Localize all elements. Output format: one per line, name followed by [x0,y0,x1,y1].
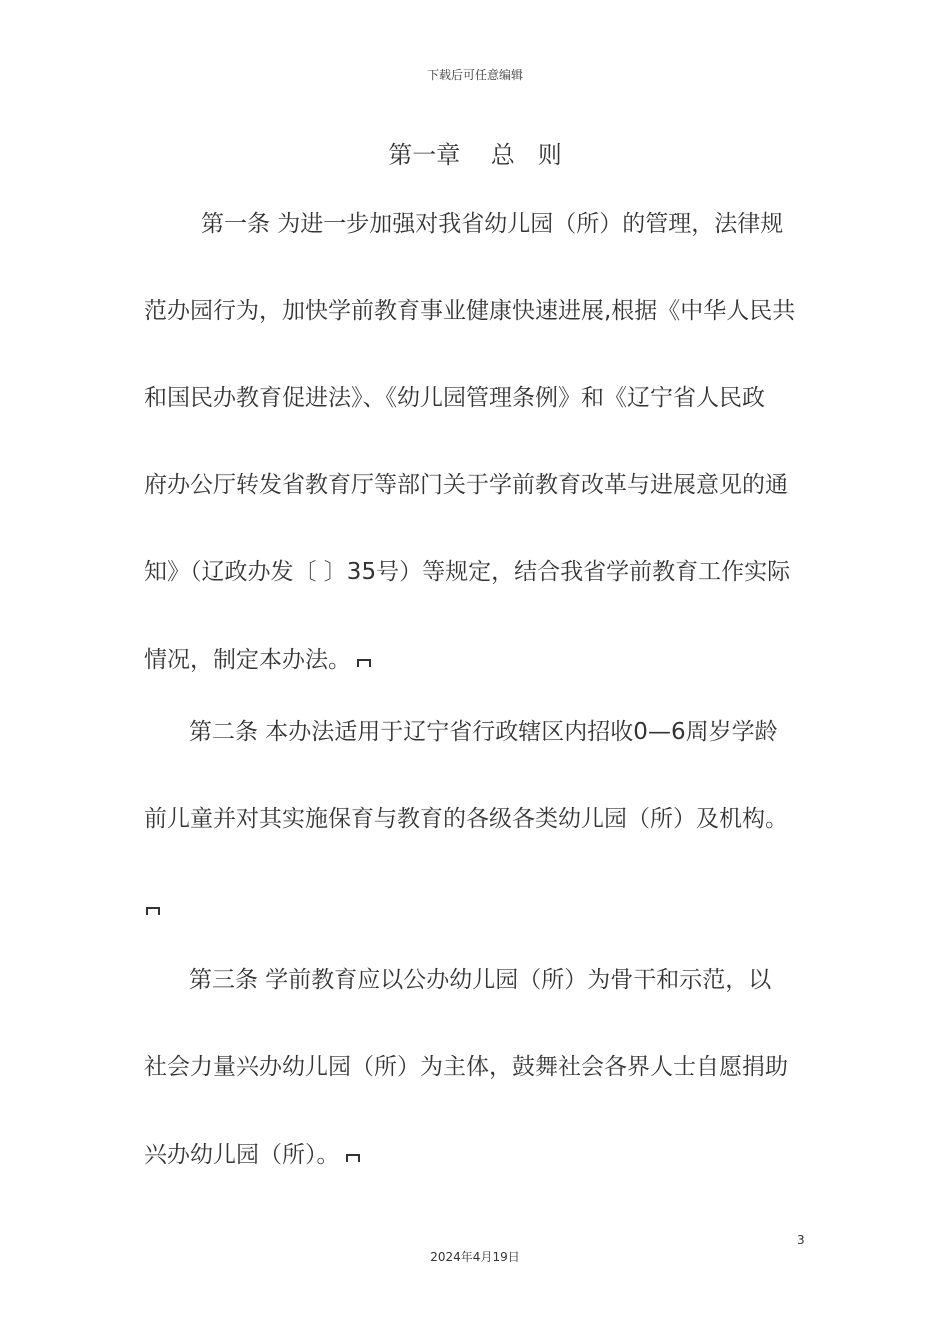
paragraph-3-line-1: 第三条 学前教育应以公办幼儿园（所）为骨干和示范，以 [189,967,772,993]
paragraph-mark-icon [144,903,162,917]
paragraph-mark-icon [344,1150,362,1164]
paragraph-3-line-2: 社会力量兴办幼儿园（所）为主体，鼓舞社会各界人士自愿捐助 [144,1054,788,1080]
paragraph-1-line-2: 范办园行为，加快学前教育事业健康快速进展,根据《中华人民共 [144,298,796,324]
paragraph-mark-icon [355,655,373,669]
footer-date: 2024年4月19日 [430,1250,520,1264]
chapter-title: 第一章 总 则 [388,141,562,169]
page-number: 3 [797,1233,805,1247]
paragraph-1-line-6: 情况，制定本办法。 [144,645,373,675]
paragraph-1-line-1: 第一条 为进一步加强对我省幼儿园（所）的管理，法律规 [201,211,784,237]
paragraph-2-line-3 [140,893,162,923]
paragraph-1-line-3: 和国民办教育促进法》、《幼儿园管理条例》和《辽宁省人民政 [144,385,765,411]
paragraph-1-line-4: 府办公厅转发省教育厅等部门关于学前教育改革与进展意见的通 [144,472,788,498]
paragraph-1-line-5: 知》（辽政办发〔 〕35号）等规定，结合我省学前教育工作实际 [144,559,791,585]
paragraph-3-line-3: 兴办幼儿园（所）。 [144,1140,362,1170]
paragraph-2-line-2: 前儿童并对其实施保育与教育的各级各类幼儿园（所）及机构。 [144,806,788,832]
paragraph-2-line-1: 第二条 本办法适用于辽宁省行政辖区内招收0—6周岁学龄 [189,719,778,745]
header-note: 下载后可任意编辑 [426,68,523,82]
